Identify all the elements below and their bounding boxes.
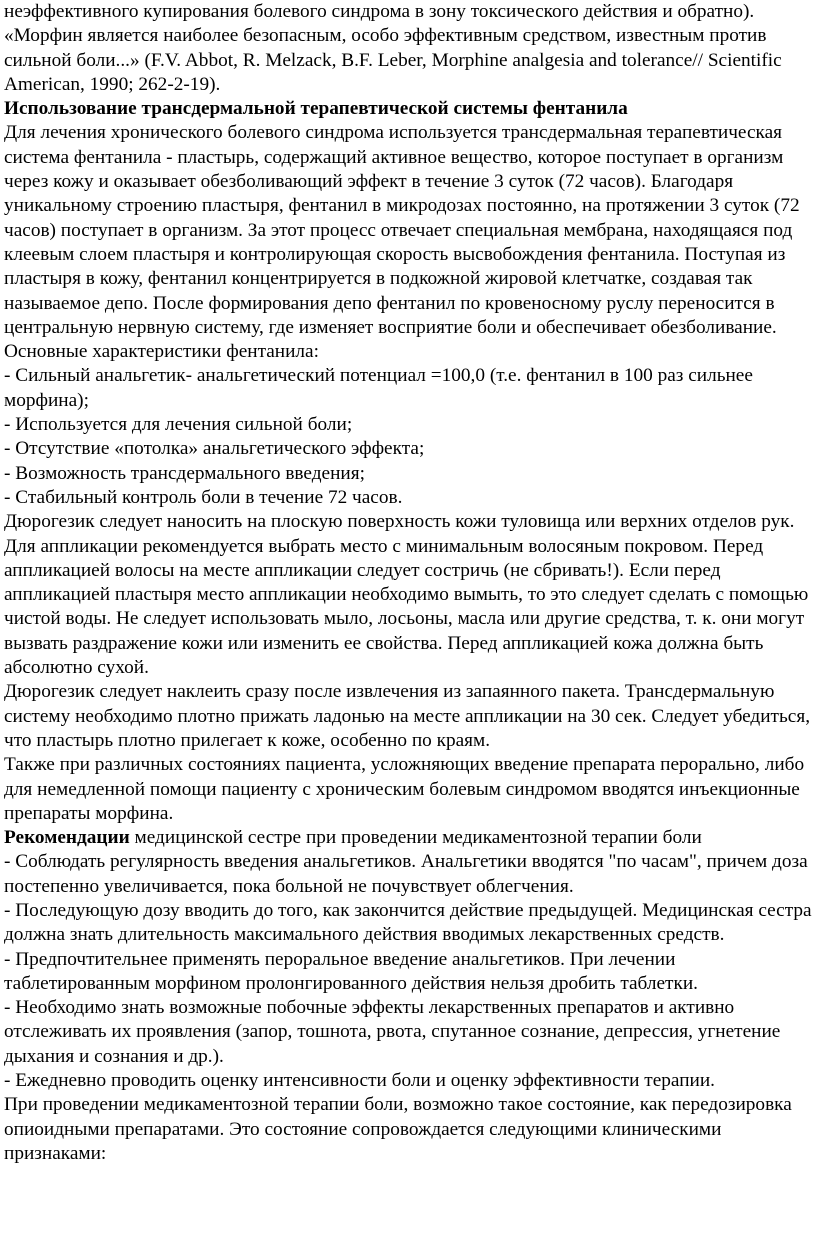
paragraph-morphine-quote: «Морфин является наиболее безопасным, особо эффективным средством, известным против сильной боли...» (F.V. Abbot, R. Melzack, B.F. Leber, Morphine analgesia and tolerance// Scientific American, 1990; 262-2-19).: [4, 25, 782, 95]
list-item: - Предпочтительнее применять пероральное введение анальгетиков. При лечении таблетированным морфином пролонгированного действия нельзя дробить таблетки.: [4, 948, 698, 994]
list-item: - Сильный анальгетик- анальгетический потенциал =100,0 (т.е. фентанил в 100 раз сильнее морфина);: [4, 365, 753, 411]
paragraph-fentanyl-characteristics: Основные характеристики фентанила:: [4, 341, 319, 363]
paragraph-recommendations-title: [4, 826, 812, 850]
paragraph-intro-end: неэффективного купирования болевого синдрома в зону токсического действия и обратно).: [4, 1, 755, 22]
list-item: - Используется для лечения сильной боли;: [4, 414, 353, 436]
paragraph-fentanyl-system: Для лечения хронического болевого синдрома используется трансдермальная терапевтическая система фентанила - пластырь, содержащий активное вещество, которое поступает в организм через кожу и оказывает обезболивающий эффект в течение 3 суток (72 часов). Благодаря уникальному строению пластыря, фентанил в микродозах постоянно, на протяжении 3 суток (72 часов) поступает в организм. За этот процесс отвечает специальная мембрана, находящаяся под клеевым слоем пластыря и контролирующая скорость высвобождения фентанила. Поступая из пластыря в кожу, фентанил концентрируется в подкожной жировой клетчатке, создавая так называемое депо. После формирования депо фентанил по кровеносному руслу переносится в центральную нервную систему, где изменяет восприятие боли и обеспечивает обезболивание.: [4, 122, 800, 338]
list-item: - Ежедневно проводить оценку интенсивности боли и оценку эффективности терапии.: [4, 1070, 715, 1092]
paragraph-injection-morphine: Также при различных состояниях пациента, усложняющих введение препарата перорально, либо для немедленной помощи пациенту с хроническим болевым синдромом вводятся инъекционные препараты морфина.: [4, 754, 805, 824]
section-heading-fentanyl: Использование трансдермальной терапевтической системы фентанила: [4, 98, 628, 120]
paragraph-application-procedure: Дюрогезик следует наклеить сразу после извлечения из запаянного пакета. Трансдермальную систему необходимо плотно прижать ладонью на месте аппликации на 30 сек. Следует убедиться, что пластырь плотно прилегает к коже, особенно по краям.: [4, 681, 811, 751]
list-item: - Соблюдать регулярность введения анальгетиков. Анальгетики вводятся "по часам", причем доза постепенно увеличивается, пока больной не почувствует облегчения.: [4, 851, 808, 897]
list-item: - Отсутствие «потолка» анальгетического эффекта;: [4, 438, 425, 460]
paragraph-overdose: При проведении медикаментозной терапии боли, возможно такое состояние, как передозировка опиоидными препаратами. Это состояние сопровождается следующими клиническими признаками:: [4, 1094, 792, 1164]
recommendations-rest: медицинской сестре при проведении медикаментозной терапии боли: [129, 827, 702, 849]
recommendations-lead: Рекомендации: [4, 827, 130, 849]
list-item: - Необходимо знать возможные побочные эффекты лекарственных препаратов и активно отслеживать их проявления (запор, тошнота, рвота, спутанное сознание, депрессия, угнетение дыхания и сознания и др.).: [4, 997, 781, 1067]
list-item: - Последующую дозу вводить до того, как закончится действие предыдущей. Медицинская сестра должна знать длительность максимального действия вводимых лекарственных средств.: [4, 899, 812, 946]
list-item: - Стабильный контроль боли в течение 72 часов.: [4, 486, 403, 508]
paragraph-application-site: Дюрогезик следует наносить на плоскую поверхность кожи туловища или верхних отделов рук. Для аппликации рекомендуется выбрать место с минимальным волосяным покровом. Перед аппликацией волосы на месте аппликации следует состричь (не сбривать!). Если перед аппликацией пластыря место аппликации необходимо вымыть, то это следует сделать с помощью чистой воды. Не следует использовать мыло, лосьоны, масла или другие средства, т. к. они могут вызвать раздражение кожи или изменить ее свойства. Перед аппликацией кожа должна быть абсолютно сухой.: [4, 511, 809, 679]
list-item: - Возможность трансдермального введения;: [4, 462, 365, 484]
